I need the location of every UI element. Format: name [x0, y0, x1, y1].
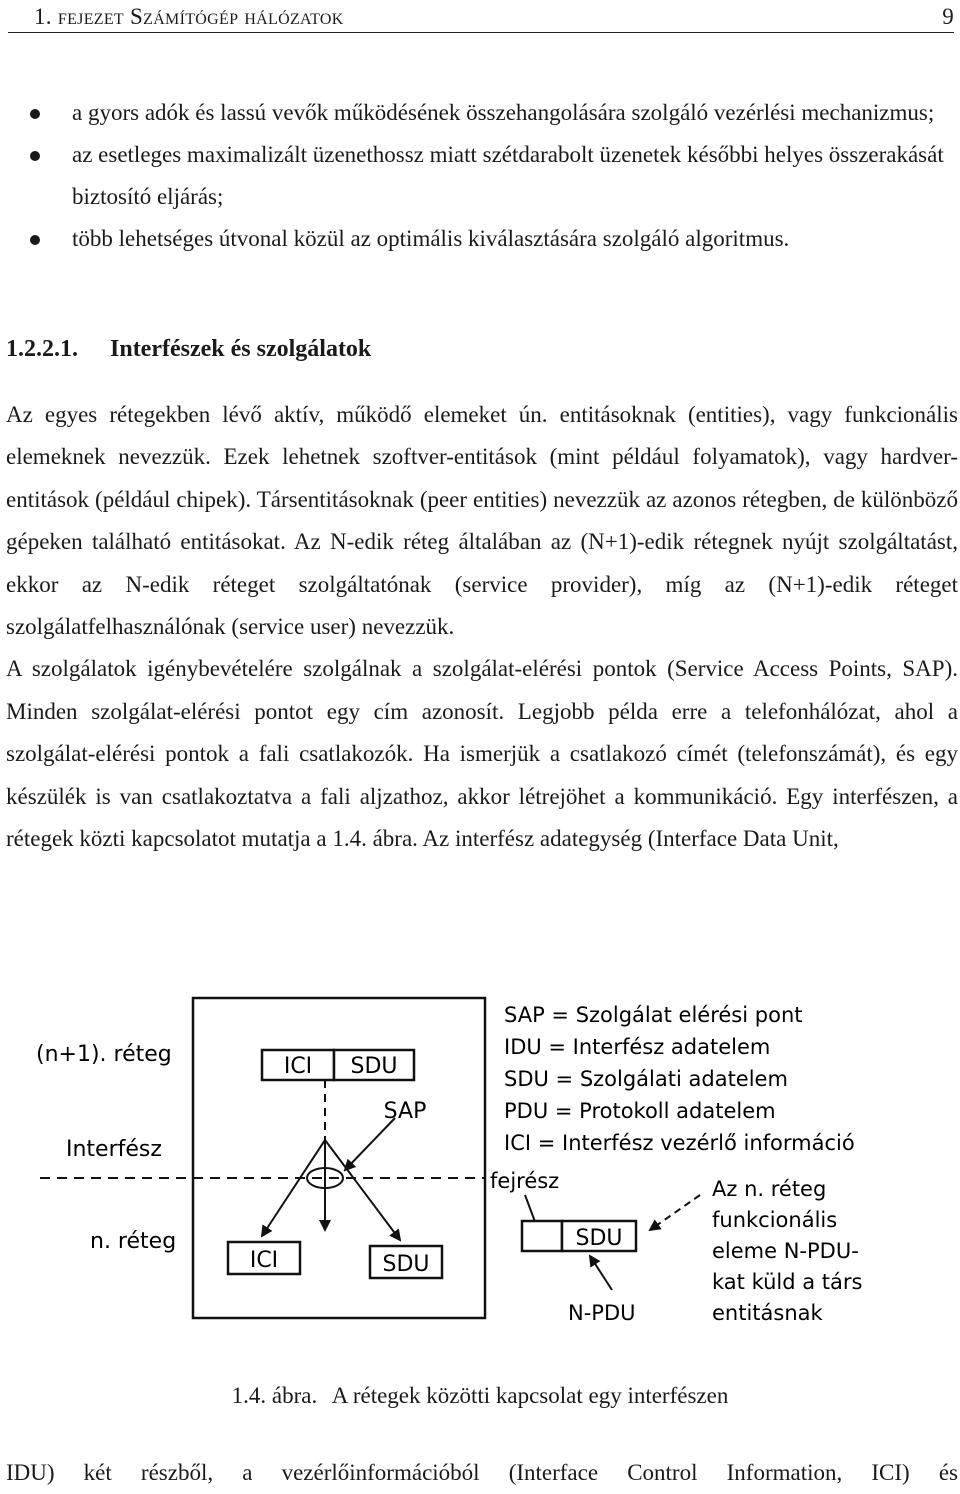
body-text [6, 394, 958, 860]
legend-line: SAP = Szolgálat elérési pont [504, 1003, 803, 1027]
figure-diagram [0, 990, 960, 1360]
paragraph: A szolgálatok igénybevételére szolgálnak a szolgálat-elérési pontok (Service Access Points, SAP). Minden szolgálat-elérési pontot egy cím azonosít. Legjobb példa erre a telefonhálózat, ahol a szolgálat-elérési pontok a fali csatlakozók. Ha ismerjük a csatlakozó címét (telefonszámát), és egy készülék is van csatlakoztatva a fali aljzathoz, akkor létrejöhet a kommunikáció. Egy interfészen, a rétegek közti kapcsolatot mutatja a 1.4. ábra. Az interfész adategység (Interface Data Unit, [6, 656, 958, 852]
page-number: 9 [942, 4, 954, 29]
bullet-icon [30, 151, 40, 161]
arrow-sap [345, 1118, 395, 1170]
legend-line: PDU = Protokoll adatelem [504, 1099, 776, 1123]
arrow-note [650, 1195, 700, 1230]
section-number: 1.2.2.1. [6, 336, 78, 362]
npdu-sdu-label: SDU [575, 1226, 623, 1251]
legend-line: SDU = Szolgálati adatelem [504, 1067, 788, 1091]
note-line: eleme N-PDU- [712, 1239, 859, 1263]
arrow-right [325, 1140, 400, 1240]
legend-line: ICI = Interfész vezérlő információ [504, 1131, 855, 1155]
arrow-npdu [590, 1256, 612, 1290]
layer-lower-label: n. réteg [90, 1229, 177, 1254]
note-line: funkcionális [712, 1208, 838, 1232]
npdu-label: N-PDU [568, 1301, 636, 1325]
interface-label: Interfész [66, 1137, 162, 1162]
bullet-icon [30, 109, 40, 119]
note-line: entitásnak [712, 1301, 823, 1325]
sdu-upper-label: SDU [350, 1054, 398, 1079]
figure-caption [0, 1383, 960, 1409]
legend-line: IDU = Interfész adatelem [504, 1035, 771, 1059]
list-item-text: az esetleges maximalizált üzenethossz miatt szétdarabolt üzenetek későbbi helyes összerakását biztosító eljárás; [72, 142, 944, 209]
caption-label: 1.4. ábra. [231, 1383, 318, 1408]
caption-text: A rétegek közötti kapcsolat egy interfészen [331, 1383, 729, 1408]
layer-upper-label: (n+1). réteg [36, 1042, 172, 1067]
header-part-label: fejrész [490, 1169, 560, 1193]
sdu-lower-label: SDU [382, 1252, 430, 1277]
list-item [0, 134, 960, 218]
arrow-left [262, 1140, 325, 1236]
ici-upper-label: ICI [283, 1054, 313, 1079]
list-item-text: több lehetséges útvonal közül az optimális kiválasztására szolgáló algoritmus. [72, 226, 790, 251]
npdu-header-box [522, 1221, 562, 1251]
list-item-text: a gyors adók és lassú vevők működésének összehangolására szolgáló vezérlési mechanizmus; [72, 100, 935, 125]
paragraph: Az egyes rétegekben lévő aktív, működő elemeket ún. entitásoknak (entities), vagy funkcionális elemeknek nevezzük. Ezek lehetnek szoftver-entitások (mint például folyamatok), vagy hardver-entitások (például chipek). Társentitásoknak (peer entities) nevezzük az azonos rétegben, de különböző gépeken található entitásokat. Az N-edik réteg általában az (N+1)-edik rétegnek nyújt szolgáltatást, ekkor az N-edik réteget szolgáltatónak (service provider), míg az (N+1)-edik réteget szolgálatfelhasználónak (service user) nevezzük. [6, 402, 958, 640]
page-header [8, 2, 954, 33]
section-heading [6, 336, 371, 363]
note-line: kat küld a társ [712, 1270, 863, 1294]
list-item [0, 92, 960, 134]
bullet-list [0, 92, 960, 260]
bullet-icon [30, 235, 40, 245]
list-item [0, 218, 960, 260]
section-title: Interfészek és szolgálatok [110, 336, 372, 362]
ici-lower-label: ICI [249, 1248, 279, 1273]
diagram-svg [0, 990, 960, 1360]
sap-label: SAP [383, 1099, 427, 1124]
chapter-title: 1. fejezet Számítógép hálózatok [34, 4, 344, 29]
note-line: Az n. réteg [712, 1177, 827, 1201]
bottom-paragraph: IDU) két részből, a vezérlőinformációból (Interface Control Information, ICI) és [6, 1460, 958, 1485]
